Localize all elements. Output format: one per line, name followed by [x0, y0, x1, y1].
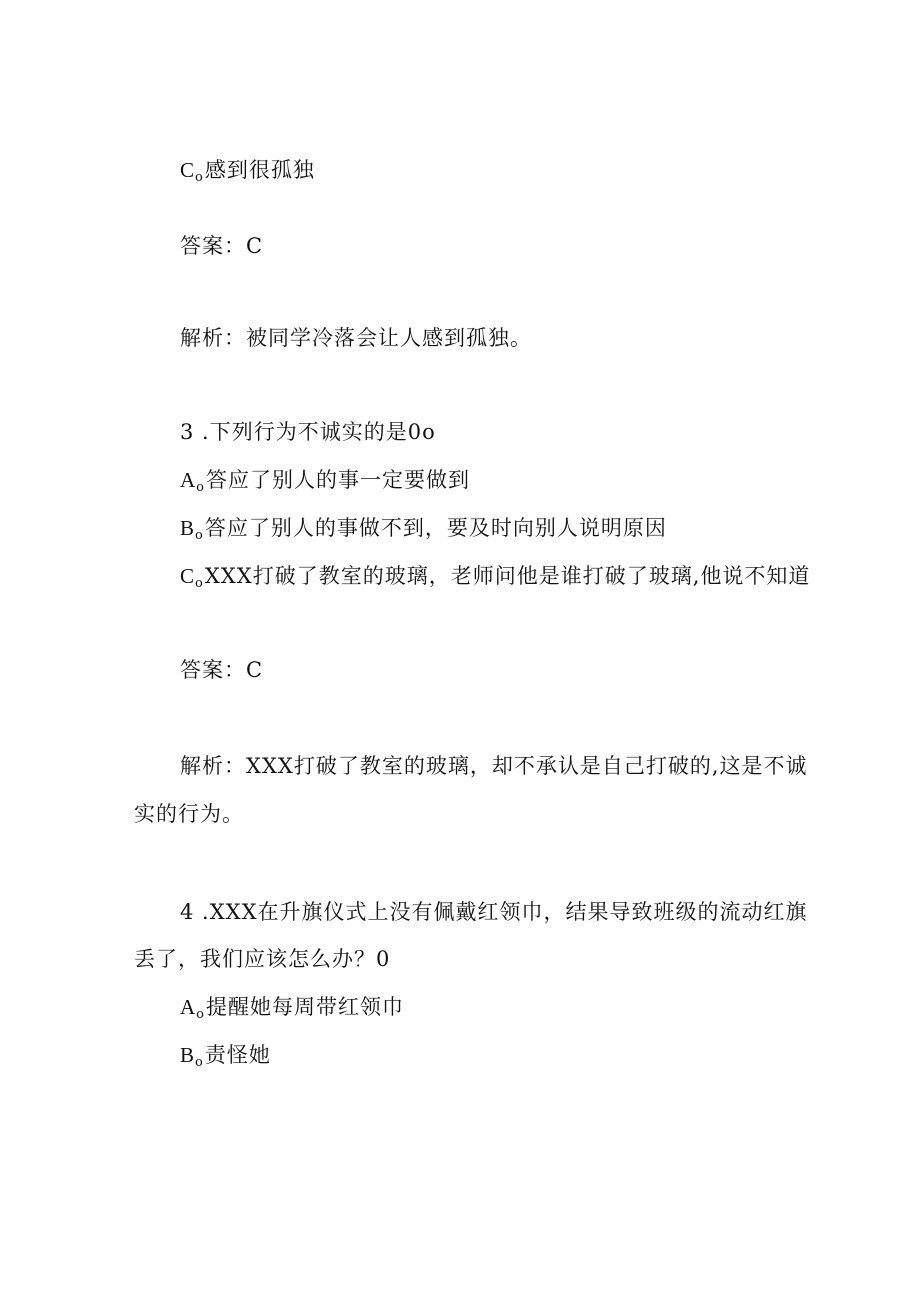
- option-text: 责怪她: [204, 1043, 271, 1067]
- option-mark: o: [195, 576, 204, 591]
- option-mark: o: [195, 528, 204, 543]
- option-text: 答应了别人的事一定要做到: [206, 468, 470, 492]
- option-text: 答应了别人的事做不到，要及时向别人说明原因: [204, 516, 667, 540]
- option-b-line: [180, 514, 667, 550]
- option-mark: o: [195, 1055, 204, 1070]
- option-letter: C: [180, 158, 196, 182]
- option-text: 提醒她每周带红领巾: [206, 995, 404, 1019]
- question-4-line-continued: 丢了，我们应该怎么办？0: [134, 947, 391, 971]
- analysis-line: 解析：XXX打破了教室的玻璃，却不承认是自己打破的,这是不诚: [180, 754, 808, 778]
- option-a-line: [180, 466, 470, 502]
- option-letter: B: [180, 516, 196, 540]
- option-letter: B: [180, 1043, 196, 1067]
- option-text: 感到很孤独: [204, 158, 315, 182]
- answer-line: 答案：C: [180, 234, 264, 258]
- option-letter: A: [180, 995, 197, 1019]
- option-c-line: [180, 156, 315, 192]
- option-mark: o: [196, 1007, 205, 1022]
- answer-line: 答案：C: [180, 658, 264, 682]
- option-mark: o: [195, 170, 204, 185]
- option-text: XXX打破了教室的玻璃，老师问他是谁打破了玻璃,他说不知道: [204, 564, 811, 588]
- option-letter: C: [180, 564, 196, 588]
- analysis-line-continued: 实的行为。: [134, 802, 244, 826]
- option-letter: A: [180, 468, 197, 492]
- question-3-line: 3 .下列行为不诚实的是0o: [180, 420, 436, 444]
- option-mark: o: [196, 480, 205, 495]
- option-c-line: [180, 562, 810, 598]
- analysis-line: 解析：被同学冷落会让人感到孤独。: [180, 326, 532, 350]
- question-4-line: 4 .XXX在升旗仪式上没有佩戴红领巾，结果导致班级的流动红旗: [180, 900, 808, 924]
- option-a-line: [180, 993, 404, 1029]
- option-b-line: [180, 1041, 271, 1077]
